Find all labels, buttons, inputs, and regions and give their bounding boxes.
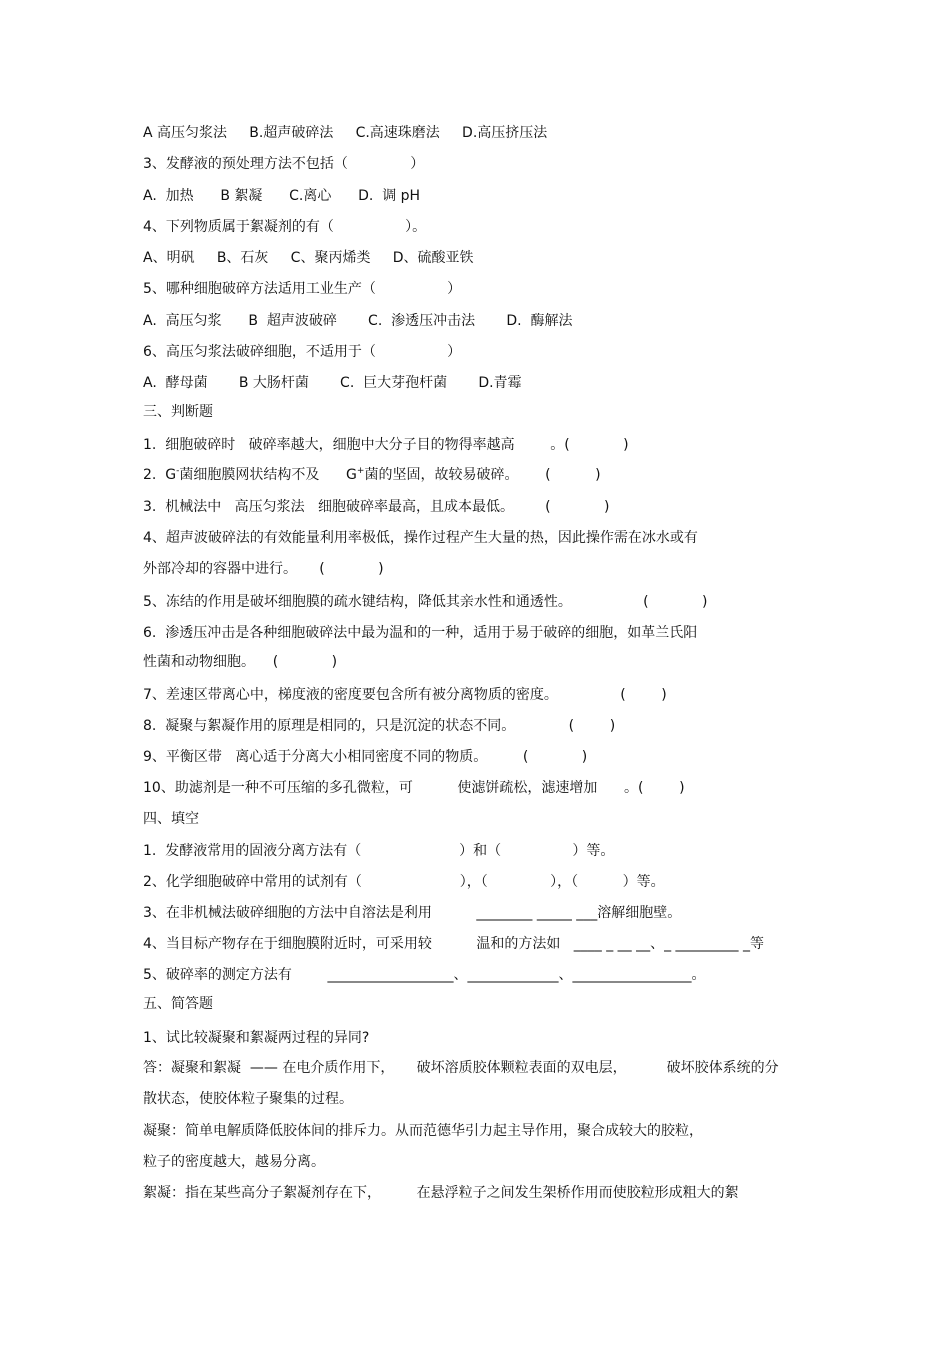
fill-item-4: 4、当目标产物存在于细胞膜附近时，可采用较 温和的方法如 ____ _ __ __、_ _________ _等 bbox=[143, 936, 765, 952]
q3-question: 3、发酵液的预处理方法不包括（ ） bbox=[143, 156, 425, 172]
section-heading-fill-blank: 四、填空 bbox=[143, 811, 199, 827]
judgement-item-6a: 6. 渗透压冲击是各种细胞破碎法中最为温和的一种，适用于易于破碎的细胞，如革兰氏阳 bbox=[143, 625, 698, 641]
judgement-item-3: 3. 机械法中 高压匀浆法 细胞破碎率最高，且成本最低。 ( ) bbox=[143, 499, 610, 515]
judgement-item-2: 2. G-菌细胞膜网状结构不及 G+菌的坚固，故较易破碎。 ( ) bbox=[143, 466, 601, 483]
q3-options: A. 加热 B 絮凝 C.离心 D. 调 pH bbox=[143, 188, 421, 204]
judgement-item-4a: 4、超声波破碎法的有效能量利用率极低，操作过程产生大量的热，因此操作需在冰水或有 bbox=[143, 530, 698, 546]
q6-options: A. 酵母菌 B 大肠杆菌 C. 巨大芽孢杆菌 D.青霉 bbox=[143, 375, 522, 391]
judgement-item-4b: 外部冷却的容器中进行。 ( ) bbox=[143, 561, 384, 577]
judgement-item-6b: 性菌和动物细胞。 ( ) bbox=[143, 654, 338, 670]
section-heading-judgement: 三、判断题 bbox=[143, 404, 213, 420]
answer-line-4: 粒子的密度越大，越易分离。 bbox=[143, 1154, 325, 1170]
judgement-item-7: 7、差速区带离心中，梯度液的密度要包含所有被分离物质的密度。 ( ) bbox=[143, 687, 667, 703]
answer-line-5: 絮凝：指在某些高分子絮凝剂存在下， 在悬浮粒子之间发生架桥作用而使胶粒形成粗大的絮 bbox=[143, 1185, 739, 1201]
section-heading-short-answer: 五、简答题 bbox=[143, 996, 213, 1012]
q5-options: A. 高压匀浆 B 超声波破碎 C. 渗透压冲击法 D. 酶解法 bbox=[143, 313, 573, 329]
fill-item-1: 1. 发酵液常用的固液分离方法有（ ）和（ ）等。 bbox=[143, 843, 615, 859]
answer-line-2: 散状态，使胶体粒子聚集的过程。 bbox=[143, 1091, 353, 1107]
answer-line-3: 凝聚：简单电解质降低胶体间的排斥力。从而范德华引力起主导作用，聚合成较大的胶粒， bbox=[143, 1123, 703, 1139]
judgement-item-1: 1. 细胞破碎时 破碎率越大，细胞中大分子目的物得率越高 。( ) bbox=[143, 437, 629, 453]
judgement-item-8: 8. 凝聚与絮凝作用的原理是相同的，只是沉淀的状态不同。 ( ) bbox=[143, 718, 616, 734]
fill-item-3: 3、在非机械法破碎细胞的方法中自溶法是利用 ________ _____ ___溶解细胞壁。 bbox=[143, 905, 682, 921]
q2-options: A 高压匀浆法 B.超声破碎法 C.高速珠磨法 D.高压挤压法 bbox=[143, 125, 548, 141]
q4-options: A、明矾 B、石灰 C、聚丙烯类 D、硫酸亚铁 bbox=[143, 250, 474, 266]
fill-item-2: 2、化学细胞破碎中常用的试剂有（ ），（ ），（ ）等。 bbox=[143, 874, 665, 890]
answer-line-1: 答：凝聚和絮凝 —— 在电介质作用下， 破坏溶质胶体颗粒表面的双电层， 破坏胶体系统的分 bbox=[143, 1060, 779, 1076]
q4-question: 4、下列物质属于絮凝剂的有（ ）。 bbox=[143, 219, 427, 235]
judgement-item-5: 5、冻结的作用是破坏细胞膜的疏水键结构，降低其亲水性和通透性。 ( ) bbox=[143, 594, 708, 610]
q5-question: 5、哪种细胞破碎方法适用工业生产（ ） bbox=[143, 281, 462, 297]
judgement-item-10: 10、助滤剂是一种不可压缩的多孔微粒，可 使滤饼疏松，滤速增加 。( ) bbox=[143, 780, 685, 796]
short-answer-question-1: 1、试比较凝聚和絮凝两过程的异同? bbox=[143, 1030, 370, 1046]
judgement-item-9: 9、平衡区带 离心适于分离大小相同密度不同的物质。 ( ) bbox=[143, 749, 588, 765]
q6-question: 6、高压匀浆法破碎细胞，不适用于（ ） bbox=[143, 344, 462, 360]
fill-item-5: 5、破碎率的测定方法有 __________________、_____________、_________________。 bbox=[143, 967, 706, 983]
